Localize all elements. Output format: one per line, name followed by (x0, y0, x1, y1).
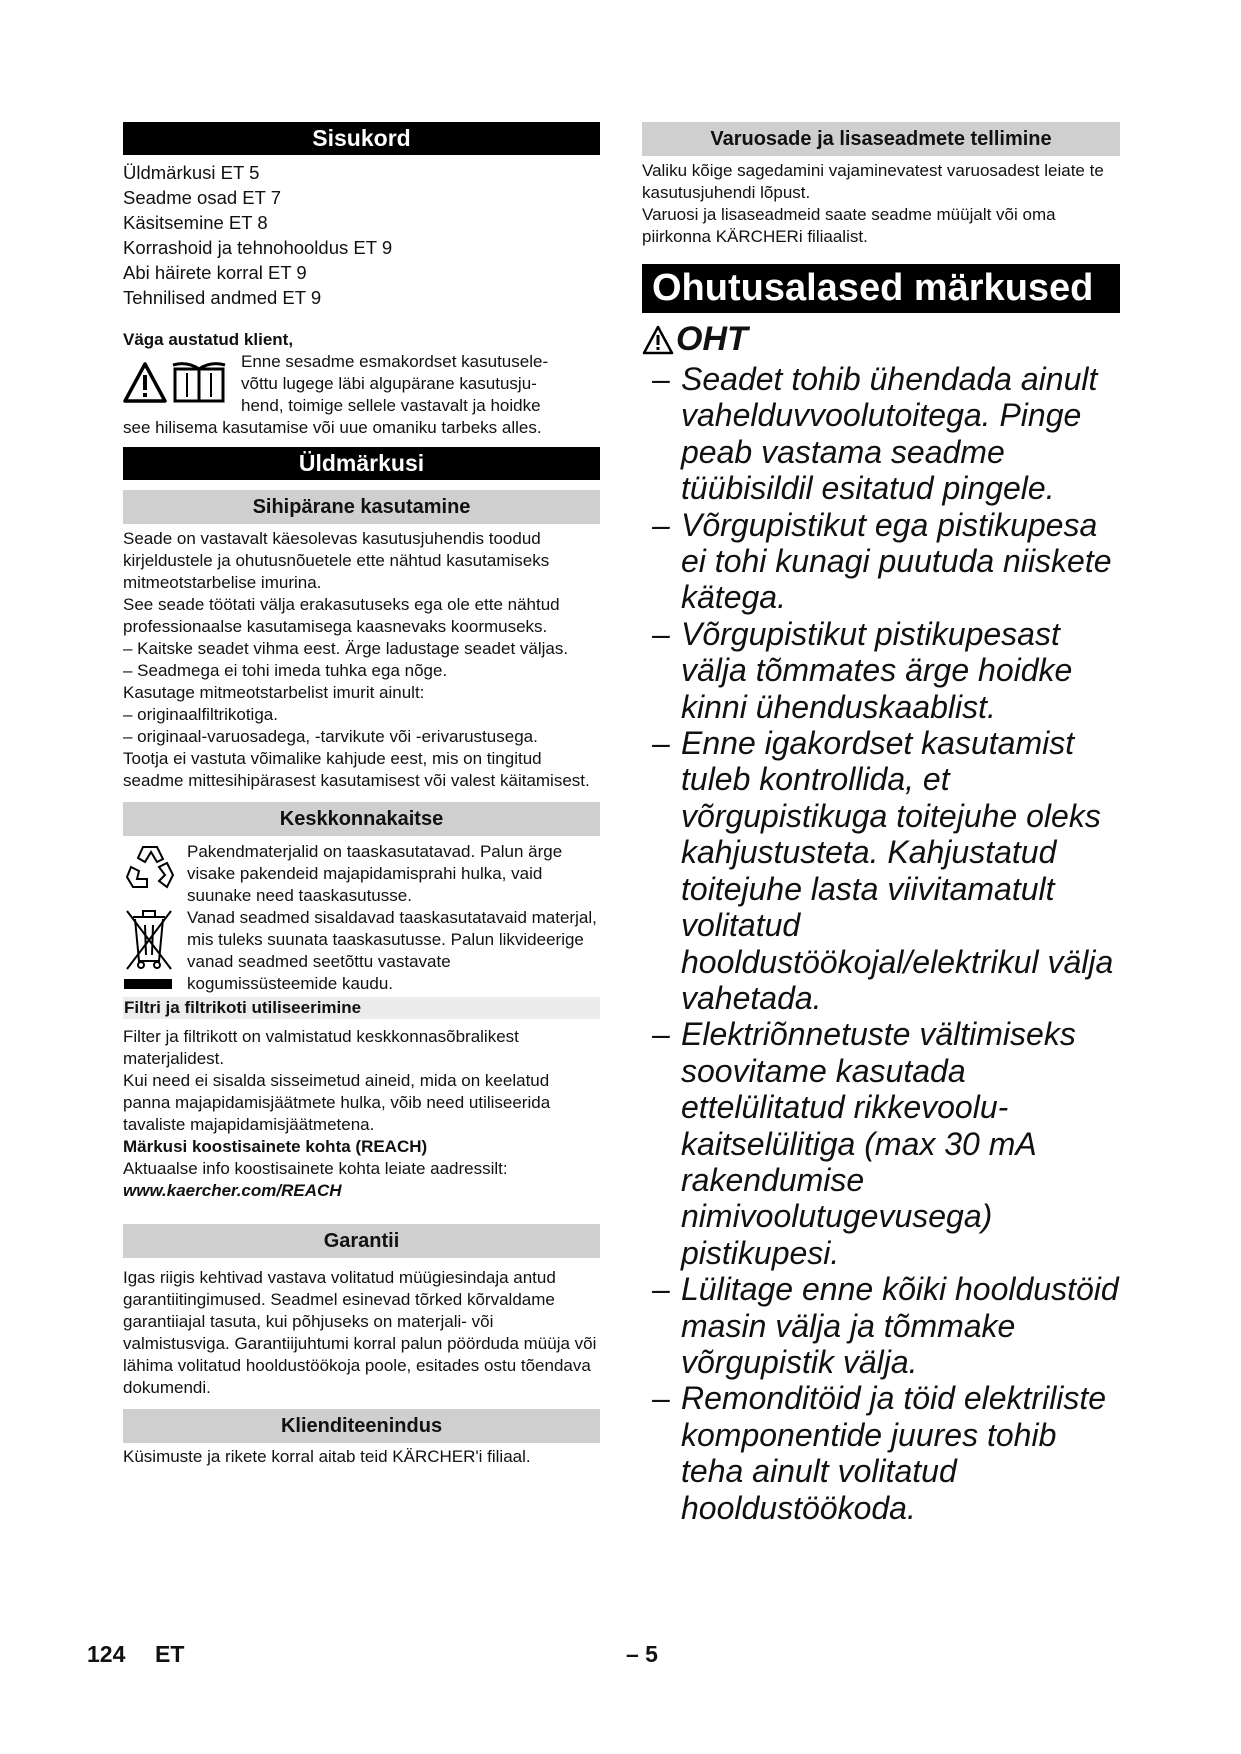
safety-list-item: – Lülitage enne kõiki hooldustöid masin välja ja tõmmake võrgupistik välja. (652, 1271, 1119, 1380)
greeting-line: see hilisema kasutamise või uue omaniku tarbeks alles. (123, 418, 542, 437)
list-item: – Seadmega ei tohi imeda tuhka ega nõge. (123, 661, 448, 680)
safety-item-text: Seadet tohib ühendada ainult vahelduvvoolutoitega. Pinge peab vastama seadme tüübisildil esitatud pingele. (681, 361, 1098, 507)
safety-list-item: – Võrgupistikut pistikupesast välja tõmmates ärge hoidke kinni ühenduskaablist. (652, 615, 1073, 725)
safety-item-text: Lülitage enne kõiki hooldustöid masin välja ja tõmmake võrgupistik välja. (681, 1271, 1119, 1380)
safety-item-text: Elektriõnnetuste vältimiseks soovitame kasutada ettelülitatud rikkevoolu-kaitselülitiga (max 30 mA rakendumise nimivoolutugevusega) pistikupesi. (681, 1016, 1076, 1271)
spare-parts-body (642, 160, 1120, 248)
left-column (123, 122, 600, 1468)
language-code: ET (155, 1641, 185, 1667)
paragraph: Varuosi ja lisaseadmeid saate seadme müüjalt või oma piirkonna KÄRCHERi filiaalist. (642, 205, 1056, 246)
safety-item-text: Remonditöid ja töid elektriliste komponentide juures tohib teha ainult volitatud hooldustöökoda. (681, 1380, 1107, 1526)
weee-text: Vanad seadmed sisaldavad taaskasutatavaid materjal, mis tuleks suunata taaskasutusse. Palun likvideerige vanad seadmed seetõttu vastavate kogumissüsteemide kaudu. (187, 908, 597, 993)
paragraph: See seade töötati välja erakasutuseks ega ole ette nähtud professionaalse kasutamisega kaasnevaks koormuseks. (123, 595, 560, 636)
table-of-contents (123, 160, 600, 310)
paragraph: Kui need ei sisalda sisseimetud aineid, mida on keelatud panna majapidamisjäätmete hulka, võib need utiliseerida tavaliste majapidamisjäätmetena. (123, 1071, 551, 1134)
safety-list-item: – Remonditöid ja töid elektriliste komponentide juures tohib teha ainult volitatud hooldustöökoda. (652, 1380, 1107, 1526)
toc-item[interactable]: Üldmärkusi ET 5 (123, 162, 260, 183)
toc-item[interactable]: Korrashoid ja tehnohooldus ET 9 (123, 237, 393, 258)
page-number: 124 (87, 1641, 126, 1667)
paragraph: Filter ja filtrikott on valmistatud keskkonnasõbralikest materjalidest. (123, 1027, 519, 1068)
weee-block (123, 907, 600, 996)
warning-triangle-icon (642, 324, 674, 354)
intended-use-heading: Sihipärane kasutamine (123, 490, 600, 524)
general-heading: Üldmärkusi (123, 447, 600, 480)
paragraph: Aktuaalse info koostisainete kohta leiate aadressilt: (123, 1159, 508, 1178)
safety-item-text: Võrgupistikut ega pistikupesa ei tohi kunagi puutuda niiskete kätega. (681, 506, 1112, 616)
paragraph: Valiku kõige sagedamini vajaminevatest varuosadest leiate te kasutusjuhendi lõpust. (642, 161, 1104, 202)
intended-use-body (123, 528, 600, 792)
recycling-text: Pakendmaterjalid on taaskasutatavad. Palun ärge visake pakendeid majapidamisprahi hulka, vaid suunake need taaskasutusse. (187, 842, 563, 905)
right-column (642, 122, 1120, 1526)
greeting-title: Väga austatud klient, (123, 330, 294, 349)
recycling-block (123, 841, 600, 907)
toc-item[interactable]: Tehnilised andmed ET 9 (123, 287, 322, 308)
safety-list-item: – Võrgupistikut ega pistikupesa ei tohi kunagi puutuda niiskete kätega. (652, 506, 1112, 616)
customer-service-heading: Klienditeenindus (123, 1409, 600, 1443)
paragraph: Seade on vastavalt käesolevas kasutusjuhendis toodud kirjeldustele ja ohutusnõuetele ette nähtud kasutamiseks mitmeotstarbelise imurina. (123, 529, 550, 592)
crossed-bin-icon (123, 907, 187, 996)
recycling-icon (123, 841, 187, 900)
toc-item[interactable]: Abi häirete korral ET 9 (123, 262, 307, 283)
reach-link[interactable]: www.kaercher.com/REACH (123, 1181, 342, 1200)
warranty-text: Igas riigis kehtivad vastava volitatud müügiesindaja antud garantiitingimused. Seadmel esinevad tõrked kõrvaldame garantiiajal tasuta, kui põhjuseks on materjali- või valmistusviga. Garantiijuhtumi korral palun pöörduda müüja või lähima volitatud hooldustöökoja poole, esitades ostu tõendava dokumendi. (123, 1268, 597, 1397)
list-item: – Kaitske seadet vihma eest. Ärge ladustage seadet väljas. (123, 639, 569, 658)
warranty-heading: Garantii (123, 1224, 600, 1258)
section-page-number: – 5 (626, 1641, 658, 1667)
filter-disposal-body (123, 1026, 600, 1202)
list-item: – originaal-varuosadega, -tarvikute või -erivarustusega. (123, 727, 538, 746)
greeting-line: Enne sesadme esmakordset kasutusele- (241, 352, 549, 371)
reach-heading: Märkusi koostisainete kohta (REACH) (123, 1137, 428, 1156)
toc-item[interactable]: Käsitsemine ET 8 (123, 212, 268, 233)
warning-read-manual-icon (123, 361, 241, 409)
safety-list-item: – Enne igakordset kasutamist tuleb kontrollida, et võrgupistikuga toitejuhe oleks kahjustusteta. Kahjustatud toitejuhe lasta viivitamatult volitatud hooldustöökojal/elektrikul välja vahetada. (652, 725, 1114, 1016)
paragraph: Kasutage mitmeotstarbelist imurit ainult: (123, 683, 425, 702)
greeting-line: võttu lugege läbi algupärane kasutusju- (241, 374, 537, 393)
greeting-line: hend, toimige sellele vastavalt ja hoidke (241, 396, 541, 415)
safety-list-item: – Elektriõnnetuste vältimiseks soovitame kasutada ettelülitatud rikkevoolu-kaitselülitiga (max 30 mA rakendumise nimivoolutugevusega) pistikupesi. (652, 1016, 1076, 1271)
safety-item-text: Enne igakordset kasutamist tuleb kontrollida, et võrgupistikuga toitejuhe oleks kahjustusteta. Kahjustatud toitejuhe lasta viivitamatult volitatud hooldustöökojal/elektrikul välja vahetada. (681, 725, 1114, 1016)
toc-item[interactable]: Seadme osad ET 7 (123, 187, 282, 208)
customer-service-text: Küsimuste ja rikete korral aitab teid KÄRCHER'i filiaal. (123, 1447, 531, 1466)
safety-item-text: Võrgupistikut pistikupesast välja tõmmates ärge hoidke kinni ühenduskaablist. (681, 615, 1073, 725)
paragraph: Tootja ei vastuta võimalike kahjude eest, mis on tingitud seadme mittesihipärasest kasutamisest või valest käitamisest. (123, 749, 590, 790)
safety-list (642, 361, 1120, 1526)
greeting-text (241, 351, 600, 417)
environment-heading: Keskkonnakaitse (123, 802, 600, 836)
toc-heading: Sisukord (123, 122, 600, 155)
safety-list-item: – Seadet tohib ühendada ainult vahelduvvoolutoitega. Pinge peab vastama seadme tüübisildil esitatud pingele. (652, 361, 1098, 507)
danger-label-text: OHT (676, 320, 748, 358)
list-item: – originaalfiltrikotiga. (123, 705, 278, 724)
spare-parts-heading: Varuosade ja lisaseadmete tellimine (642, 122, 1120, 156)
filter-disposal-heading: Filtri ja filtrikoti utiliseerimine (123, 997, 600, 1019)
danger-label (642, 319, 1120, 359)
safety-heading: Ohutusalased märkused (642, 264, 1120, 313)
greeting-block (123, 351, 600, 417)
